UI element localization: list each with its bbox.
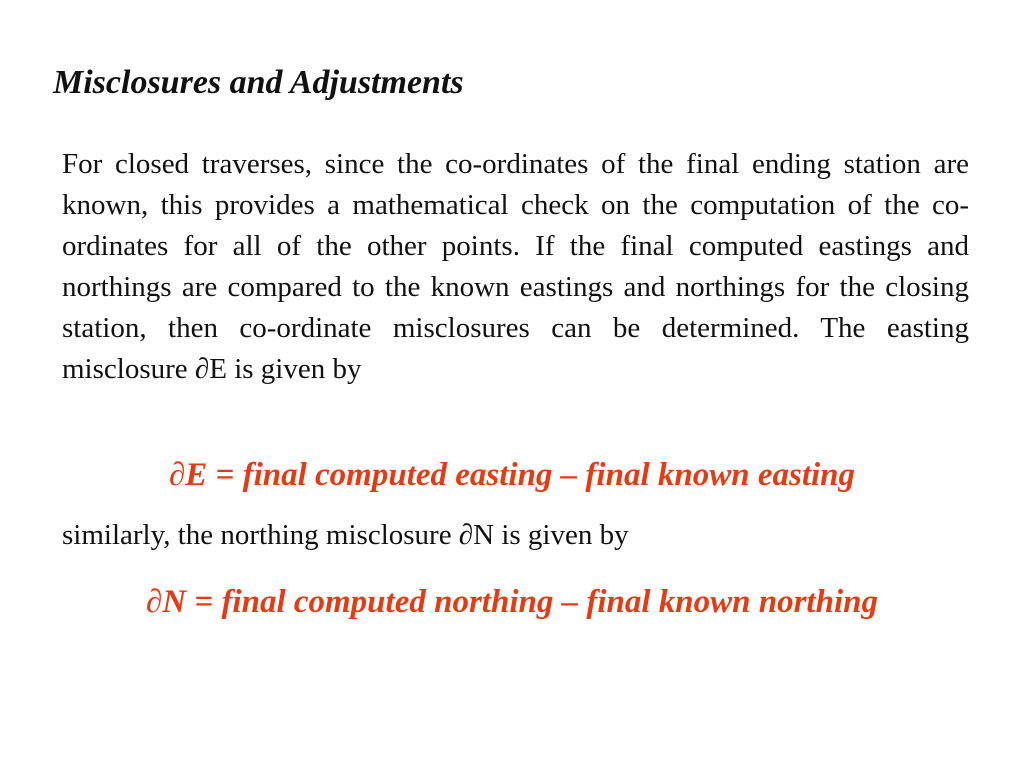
slide-title: Misclosures and Adjustments xyxy=(53,64,464,101)
northing-intro-line: similarly, the northing misclosure ∂N is given by xyxy=(62,519,629,551)
intro-paragraph: For closed traverses, since the co-ordinates of the final ending station are known, this provides a mathematical check on the computation of the co-ordinates for all of the other points. If the final computed eastings and northings are compared to the known eastings and northings for the closing station, then co-ordinate misclosures can be determined. The easting misclosure ∂E is given by xyxy=(62,148,969,385)
easting-misclosure-formula: ∂E = final computed easting – final known easting xyxy=(168,457,856,493)
northing-misclosure-formula: ∂N = final computed northing – final known northing xyxy=(146,584,878,620)
